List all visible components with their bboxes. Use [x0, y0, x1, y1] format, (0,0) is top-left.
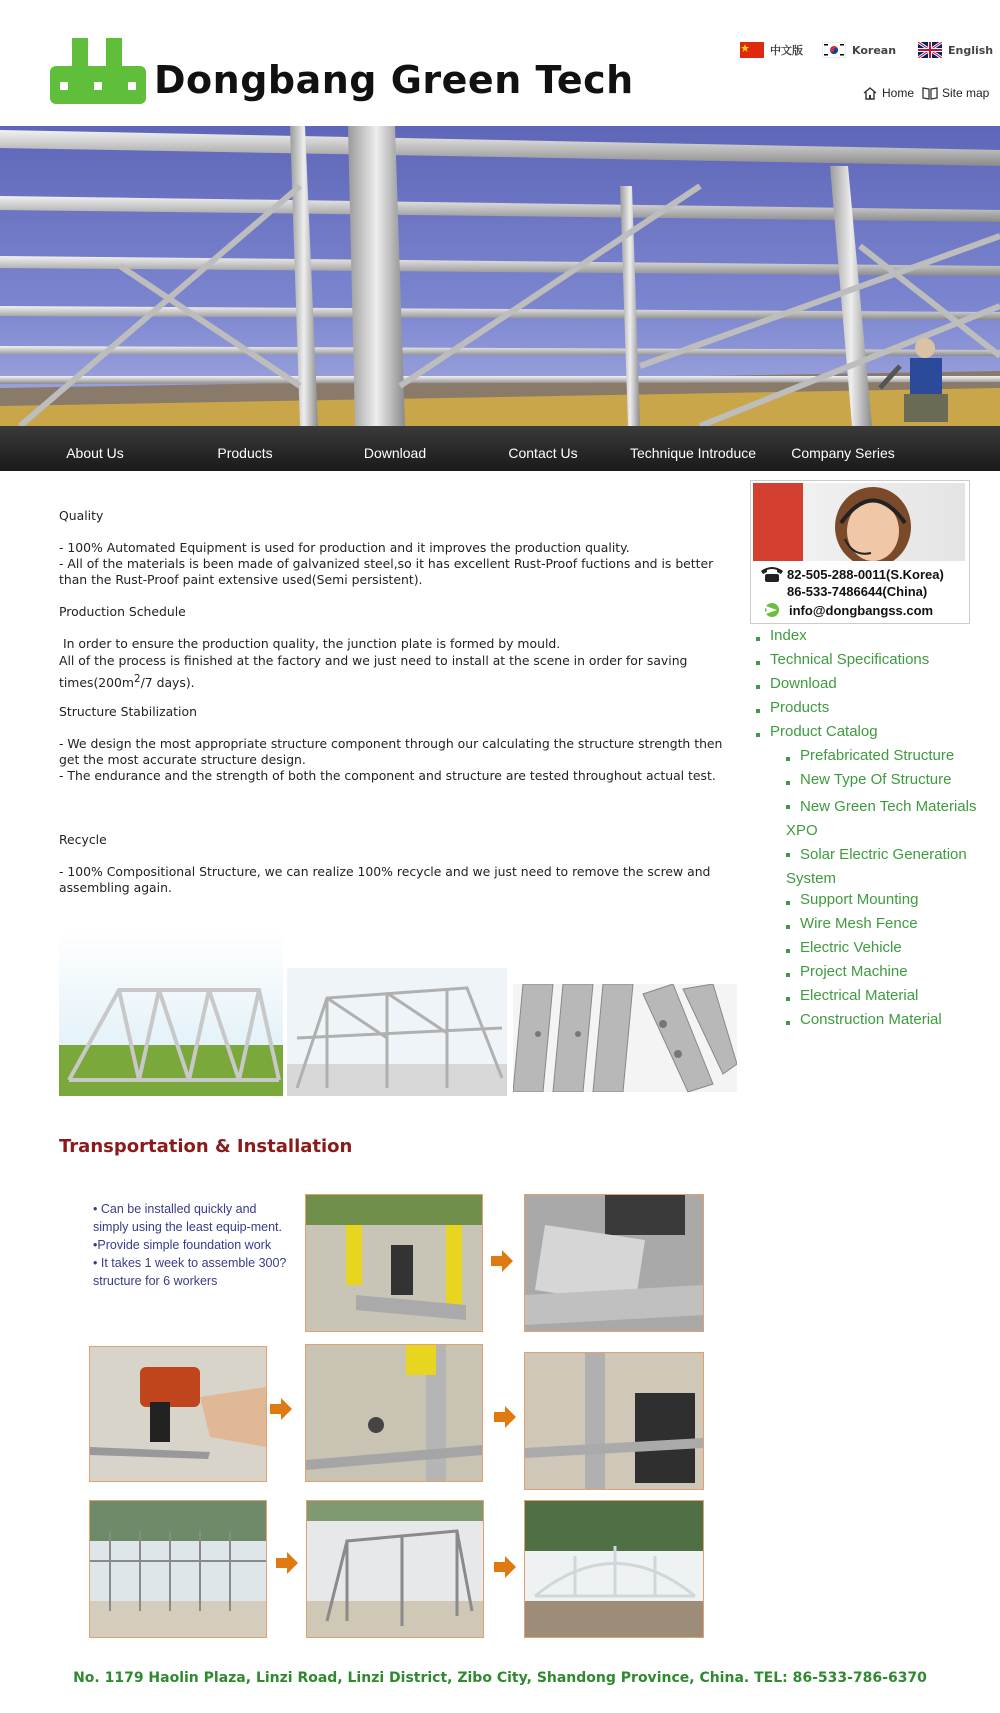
install-photo-5	[524, 1352, 704, 1490]
nav-company-series[interactable]: Company Series	[791, 445, 895, 461]
home-label: Home	[882, 86, 915, 100]
catalog-wire-mesh-fence[interactable]: Wire Mesh Fence	[800, 915, 918, 932]
install-photo-8	[524, 1500, 704, 1638]
install-photo-3	[89, 1346, 267, 1482]
schedule-superscript: 2	[134, 673, 141, 685]
bullet	[786, 757, 790, 761]
catalog-support-mounting[interactable]: Support Mounting	[800, 891, 919, 908]
sidebar-products[interactable]: Products	[770, 699, 830, 716]
catalog-project-machine[interactable]: Project Machine	[800, 963, 908, 980]
lang-english-label: English	[948, 43, 994, 57]
lang-korean-label: Korean	[852, 43, 897, 57]
nav-contact-us[interactable]: Contact Us	[508, 445, 578, 461]
arrow-right-icon	[494, 1556, 516, 1578]
phone-china: 86-533-7486644(China)	[787, 584, 928, 599]
home-link[interactable]	[862, 86, 914, 100]
bullet	[786, 781, 790, 785]
sidebar-index[interactable]: Index	[770, 627, 807, 644]
structure-heading: Structure Stabilization	[59, 704, 197, 719]
nav-about-us[interactable]: About Us	[66, 445, 124, 461]
catalog-electric-vehicle[interactable]: Electric Vehicle	[800, 939, 902, 956]
structure-paragraph-1: - We design the most appropriate structure component through our calculating the structure strength then get the most accurate structure design.	[59, 736, 723, 767]
company-logo[interactable]	[50, 38, 146, 108]
sidebar-download[interactable]: Download	[770, 675, 837, 692]
home-icon	[862, 86, 878, 100]
recycle-heading: Recycle	[59, 832, 107, 847]
schedule-heading: Production Schedule	[59, 604, 186, 619]
customer-support-box	[750, 480, 970, 624]
bullet	[786, 997, 790, 1001]
bullet	[786, 973, 790, 977]
arrow-right-icon	[494, 1406, 516, 1428]
install-photo-1	[305, 1194, 483, 1332]
lang-english[interactable]	[918, 42, 993, 58]
schedule-text: All of the process is finished at the factory and we just need to install at the scene in order for saving times(200m	[59, 653, 688, 691]
phone-korea: 82-505-288-0011(S.Korea)	[787, 566, 944, 582]
quality-paragraph-1: - 100% Automated Equipment is used for production and it improves the production quality.	[59, 540, 630, 555]
sitemap-link[interactable]	[922, 86, 989, 100]
telephone-icon	[759, 565, 785, 583]
transport-note-1: • Can be installed quickly and simply using the least equip-ment.	[93, 1202, 282, 1234]
transport-heading: Transportation & Installation	[59, 1136, 353, 1157]
schedule-text-end: /7 days).	[140, 675, 195, 691]
arrow-right-icon	[491, 1250, 513, 1272]
quality-paragraph-2: - All of the materials is been made of galvanized steel,so it has excellent Rust-Proof fuctions and is better than the Rust-Proof paint extensive used(Semi persistent).	[59, 556, 714, 587]
transport-note-3: • It takes 1 week to assemble 300? structure for 6 workers	[93, 1256, 287, 1288]
sidebar-technical-specifications[interactable]: Technical Specifications	[770, 651, 930, 668]
lang-chinese-label: 中文版	[770, 44, 803, 57]
email-icon	[761, 601, 783, 619]
bullet	[786, 925, 790, 929]
catalog-prefabricated-structure[interactable]: Prefabricated Structure	[800, 747, 955, 764]
nav-technique-introduce[interactable]: Technique Introduce	[629, 445, 757, 461]
structure-paragraph-2: - The endurance and the strength of both the component and structure are tested throughout actual test.	[59, 768, 716, 783]
bullet	[786, 901, 790, 905]
bullet	[756, 637, 760, 641]
bullet	[786, 1021, 790, 1025]
quality-heading: Quality	[59, 508, 104, 523]
bullet	[756, 709, 760, 713]
sitemap-label: Site map	[942, 86, 990, 100]
arrow-right-icon	[276, 1552, 298, 1574]
email-row[interactable]	[761, 601, 933, 619]
nav-download[interactable]: Download	[363, 445, 427, 461]
phone-korea-row	[759, 565, 944, 583]
recycle-paragraph: - 100% Compositional Structure, we can realize 100% recycle and we just need to remove the screw and assembling again.	[59, 864, 711, 895]
schedule-paragraph-1: In order to ensure the production quality, the junction plate is formed by mould.	[59, 636, 561, 651]
brand-name: Dongbang Green Tech	[154, 58, 634, 102]
sidebar-product-catalog[interactable]: Product Catalog	[770, 723, 878, 740]
install-photo-4	[305, 1344, 483, 1482]
china-flag-icon	[740, 42, 764, 58]
hero-banner-image	[0, 126, 1000, 426]
bullet	[756, 661, 760, 665]
steel-profiles-photo	[513, 984, 737, 1092]
bullet	[756, 733, 760, 737]
catalog-solar-electric-generation[interactable]: Solar Electric Generation System	[786, 846, 967, 887]
bullet	[756, 685, 760, 689]
catalog-electrical-material[interactable]: Electrical Material	[800, 987, 919, 1004]
book-icon	[922, 86, 938, 100]
frame-photo	[287, 968, 507, 1096]
support-agent-image	[753, 483, 965, 561]
bullet	[786, 949, 790, 953]
transport-notes	[93, 1200, 289, 1290]
nav-products[interactable]: Products	[217, 445, 273, 461]
catalog-construction-material[interactable]: Construction Material	[800, 1011, 942, 1028]
install-photo-7	[306, 1500, 484, 1638]
schedule-paragraph-2	[59, 652, 729, 692]
truss-photo	[59, 930, 283, 1096]
lang-chinese[interactable]	[740, 42, 803, 58]
uk-flag-icon	[918, 42, 942, 58]
catalog-new-green-tech-materials[interactable]: New Green Tech Materials XPO	[786, 798, 977, 839]
arrow-right-icon	[270, 1398, 292, 1420]
catalog-new-type-of-structure[interactable]: New Type Of Structure	[800, 771, 952, 788]
install-photo-6	[89, 1500, 267, 1638]
main-navigation	[0, 426, 1000, 471]
transport-note-2: •Provide simple foundation work	[93, 1238, 272, 1252]
install-photo-2	[524, 1194, 704, 1332]
email-address: info@dongbangss.com	[789, 602, 934, 618]
korea-flag-icon	[822, 42, 846, 58]
lang-korean[interactable]	[822, 42, 896, 58]
footer-address: No. 1179 Haolin Plaza, Linzi Road, Linzi District, Zibo City, Shandong Province, China. TEL: 86-533-786-6370	[73, 1670, 927, 1686]
